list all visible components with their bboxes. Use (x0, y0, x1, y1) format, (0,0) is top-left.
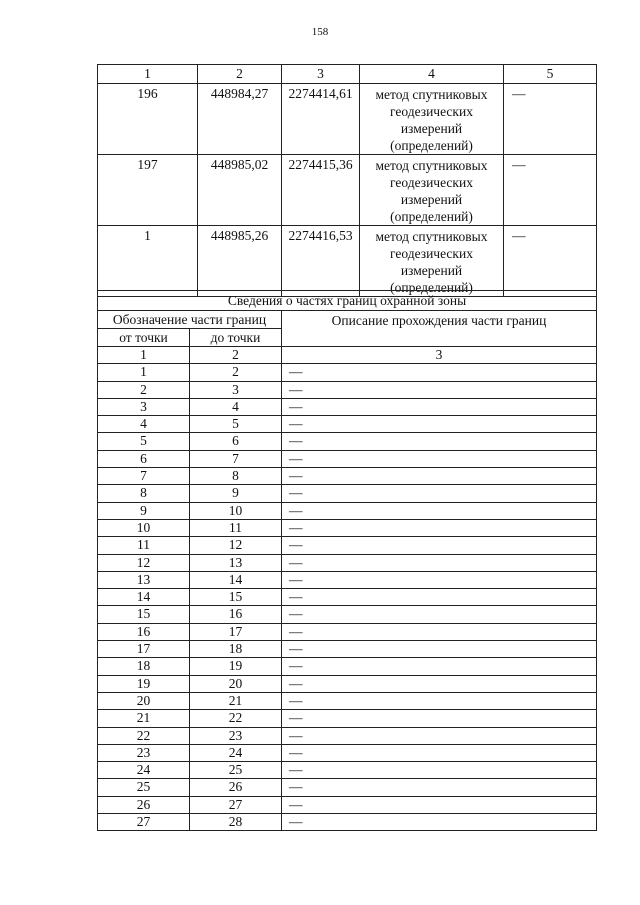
to-point: 23 (190, 727, 282, 744)
description-dash: — (289, 571, 303, 587)
point-number: 197 (98, 155, 198, 226)
boundary-part-row (98, 537, 597, 554)
boundary-part-row (98, 571, 597, 588)
to-point-header: до точки (190, 329, 282, 347)
coordinates-table (97, 64, 597, 297)
boundary-part-row (98, 658, 597, 675)
method-line: геодезических (390, 246, 473, 261)
description-cell (282, 814, 597, 831)
from-point: 17 (98, 641, 190, 658)
description-cell (282, 398, 597, 415)
description-dash: — (289, 814, 303, 830)
to-point: 11 (190, 519, 282, 536)
to-point: 9 (190, 485, 282, 502)
y-coordinate: 2274415,36 (282, 155, 360, 226)
from-point: 27 (98, 814, 190, 831)
description-cell (282, 381, 597, 398)
description-dash: — (289, 623, 303, 639)
to-point: 19 (190, 658, 282, 675)
description-header: Описание прохождения части границ (282, 311, 597, 347)
from-point: 12 (98, 554, 190, 571)
description-dash: — (289, 710, 303, 726)
description-cell (282, 641, 597, 658)
from-point: 8 (98, 485, 190, 502)
part-designation-header: Обозначение части границ (98, 311, 282, 329)
boundary-part-row (98, 468, 597, 485)
to-point: 16 (190, 606, 282, 623)
to-point: 20 (190, 675, 282, 692)
column-number: 5 (504, 65, 597, 84)
to-point: 5 (190, 416, 282, 433)
to-point: 12 (190, 537, 282, 554)
from-point: 19 (98, 675, 190, 692)
column-number: 1 (98, 347, 190, 364)
boundary-part-row (98, 796, 597, 813)
boundary-part-row (98, 606, 597, 623)
description-dash: — (289, 589, 303, 605)
description-cell (282, 796, 597, 813)
to-point: 8 (190, 468, 282, 485)
boundary-parts-table (97, 290, 597, 831)
page-number: 158 (311, 26, 329, 38)
from-point: 7 (98, 468, 190, 485)
column-number: 3 (282, 347, 597, 364)
description-cell (282, 416, 597, 433)
from-point: 23 (98, 744, 190, 761)
boundary-part-row (98, 623, 597, 640)
to-point: 22 (190, 710, 282, 727)
to-point: 28 (190, 814, 282, 831)
to-point: 24 (190, 744, 282, 761)
method-line: измерений (400, 192, 463, 207)
coordinates-header-row (98, 65, 597, 84)
to-point: 4 (190, 398, 282, 415)
description-cell (282, 468, 597, 485)
from-point: 2 (98, 381, 190, 398)
method-cell (360, 84, 504, 155)
boundary-part-row (98, 814, 597, 831)
description-cell (282, 762, 597, 779)
description-cell (282, 779, 597, 796)
boundary-part-row (98, 450, 597, 467)
boundary-part-row (98, 692, 597, 709)
description-cell (282, 433, 597, 450)
method-line: геодезических (390, 104, 473, 119)
to-point: 3 (190, 381, 282, 398)
to-point: 18 (190, 641, 282, 658)
description-cell (282, 537, 597, 554)
description-dash: — (289, 796, 303, 812)
to-point: 15 (190, 589, 282, 606)
from-point: 25 (98, 779, 190, 796)
note-dash: — (504, 155, 597, 226)
boundary-part-row (98, 364, 597, 381)
description-dash: — (289, 381, 303, 397)
method-line: (определений) (390, 209, 473, 224)
description-dash: — (289, 398, 303, 414)
method-cell (360, 226, 504, 297)
to-point: 13 (190, 554, 282, 571)
x-coordinate: 448985,26 (198, 226, 282, 297)
x-coordinate: 448984,27 (198, 84, 282, 155)
description-dash: — (289, 744, 303, 760)
description-dash: — (289, 606, 303, 622)
boundary-part-row (98, 762, 597, 779)
method-line: (определений) (390, 280, 473, 295)
from-point: 24 (98, 762, 190, 779)
to-point: 27 (190, 796, 282, 813)
description-dash: — (289, 416, 303, 432)
point-number: 1 (98, 226, 198, 297)
column-number: 4 (360, 65, 504, 84)
description-cell (282, 744, 597, 761)
to-point: 21 (190, 692, 282, 709)
point-number: 196 (98, 84, 198, 155)
description-dash: — (289, 537, 303, 553)
description-cell (282, 606, 597, 623)
boundary-part-row (98, 744, 597, 761)
description-cell (282, 658, 597, 675)
to-point: 10 (190, 502, 282, 519)
from-point: 16 (98, 623, 190, 640)
description-dash: — (289, 675, 303, 691)
boundary-part-row (98, 554, 597, 571)
to-point: 2 (190, 364, 282, 381)
description-cell (282, 554, 597, 571)
description-dash: — (289, 692, 303, 708)
description-dash: — (289, 762, 303, 778)
description-cell (282, 571, 597, 588)
coordinates-row (98, 226, 597, 297)
description-dash: — (289, 433, 303, 449)
description-cell (282, 589, 597, 606)
from-point: 18 (98, 658, 190, 675)
x-coordinate: 448985,02 (198, 155, 282, 226)
from-point-header: от точки (98, 329, 190, 347)
method-line: метод спутниковых (375, 229, 488, 244)
description-dash: — (289, 485, 303, 501)
description-dash: — (289, 779, 303, 795)
description-dash: — (289, 502, 303, 518)
boundary-part-row (98, 727, 597, 744)
boundary-part-row (98, 416, 597, 433)
boundary-part-row (98, 675, 597, 692)
boundary-part-row (98, 779, 597, 796)
boundary-part-row (98, 502, 597, 519)
description-cell (282, 727, 597, 744)
boundary-part-row (98, 433, 597, 450)
to-point: 14 (190, 571, 282, 588)
description-cell (282, 364, 597, 381)
description-cell (282, 485, 597, 502)
column-number: 2 (190, 347, 282, 364)
boundary-part-row (98, 381, 597, 398)
from-point: 3 (98, 398, 190, 415)
from-point: 1 (98, 364, 190, 381)
method-cell (360, 155, 504, 226)
from-point: 22 (98, 727, 190, 744)
from-point: 5 (98, 433, 190, 450)
description-cell (282, 710, 597, 727)
y-coordinate: 2274416,53 (282, 226, 360, 297)
from-point: 14 (98, 589, 190, 606)
note-dash: — (504, 226, 597, 297)
method-line: (определений) (390, 138, 473, 153)
method-line: метод спутниковых (375, 158, 488, 173)
description-dash: — (289, 468, 303, 484)
coordinates-row (98, 84, 597, 155)
from-point: 21 (98, 710, 190, 727)
description-dash: — (289, 554, 303, 570)
description-dash: — (289, 450, 303, 466)
from-point: 9 (98, 502, 190, 519)
boundary-part-row (98, 398, 597, 415)
coordinates-row (98, 155, 597, 226)
from-point: 26 (98, 796, 190, 813)
from-point: 11 (98, 537, 190, 554)
method-line: измерений (400, 263, 463, 278)
method-line: измерений (400, 121, 463, 136)
boundary-part-row (98, 485, 597, 502)
boundary-part-row (98, 641, 597, 658)
to-point: 7 (190, 450, 282, 467)
description-dash: — (289, 641, 303, 657)
to-point: 17 (190, 623, 282, 640)
description-cell (282, 502, 597, 519)
description-dash: — (289, 519, 303, 535)
from-point: 13 (98, 571, 190, 588)
parts-table-title: Сведения о частях границ охранной зоны (98, 291, 597, 311)
description-dash: — (289, 364, 303, 380)
column-number: 2 (198, 65, 282, 84)
description-cell (282, 450, 597, 467)
parts-title-row (98, 291, 597, 311)
from-point: 20 (98, 692, 190, 709)
method-line: геодезических (390, 175, 473, 190)
parts-header-row (98, 311, 597, 329)
method-line: метод спутниковых (375, 87, 488, 102)
description-dash: — (289, 658, 303, 674)
note-dash: — (504, 84, 597, 155)
column-number: 1 (98, 65, 198, 84)
boundary-part-row (98, 589, 597, 606)
column-number: 3 (282, 65, 360, 84)
from-point: 4 (98, 416, 190, 433)
description-cell (282, 675, 597, 692)
description-dash: — (289, 727, 303, 743)
description-cell (282, 519, 597, 536)
from-point: 6 (98, 450, 190, 467)
y-coordinate: 2274414,61 (282, 84, 360, 155)
boundary-part-row (98, 519, 597, 536)
description-cell (282, 623, 597, 640)
to-point: 26 (190, 779, 282, 796)
from-point: 15 (98, 606, 190, 623)
to-point: 25 (190, 762, 282, 779)
boundary-part-row (98, 710, 597, 727)
from-point: 10 (98, 519, 190, 536)
description-cell (282, 692, 597, 709)
to-point: 6 (190, 433, 282, 450)
parts-column-numbers-row (98, 347, 597, 364)
